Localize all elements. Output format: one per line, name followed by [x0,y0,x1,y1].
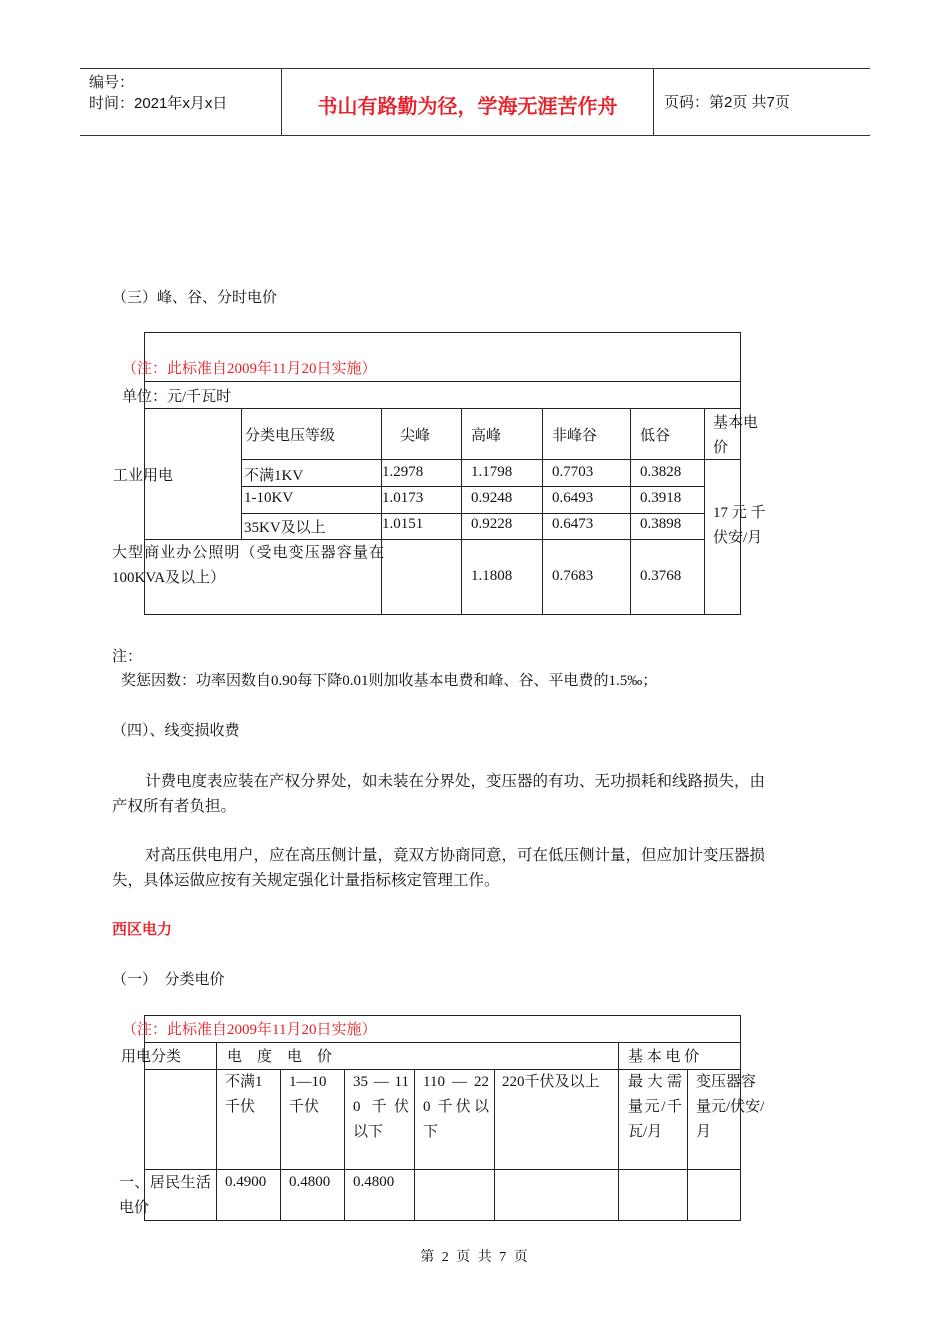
notes-label: 注： [112,649,143,665]
value-high: 1.1798 [471,464,513,480]
value-cell [414,1169,495,1221]
value-cell [494,1169,619,1221]
value-high: 1.1808 [471,568,513,584]
sub-col-3: 35 — 110 千伏以下 [353,1074,409,1140]
value-valley: 0.3768 [640,568,682,584]
sub-col-1: 不满1千伏 [225,1074,263,1115]
category-header: 分类电压等级 [245,428,336,444]
value-peak: 1.0151 [382,516,424,532]
value-3: 0.4800 [353,1174,395,1190]
col-basic: 基 本 电 价 [628,1049,700,1065]
sub-col-6: 最大需量元/千瓦/月 [628,1074,682,1140]
col-high: 高峰 [471,428,502,444]
doc-time: 时间：2021年x月x日 [89,95,228,112]
table-unit-row [144,381,741,409]
value-flat: 0.7703 [552,464,594,480]
west-note: （注：此标准自2009年11月20日实施） [122,1022,377,1038]
sub-col-7: 变压器容量元/伏安/月 [696,1074,765,1140]
value-peak: 1.2978 [382,464,424,480]
value-peak: 1.0173 [382,490,424,506]
basic-price: 17 元 千伏安/月 [713,505,766,546]
value-valley: 0.3898 [640,516,682,532]
section4-paragraph-1: 计费电度表应装在产权分界处，如未装在分界处，变压器的有功、无功损耗和线路损失，由产权所有者负担。 [112,773,766,815]
col-basic: 基本电价 [713,415,759,456]
value-flat: 0.6473 [552,516,594,532]
value-cell [687,1169,741,1221]
value-flat: 0.6493 [552,490,594,506]
header-meta [80,69,282,135]
col-energy: 电 度 电 价 [227,1049,333,1065]
value-flat: 0.7683 [552,568,594,584]
doc-number: 编号： [89,74,135,91]
page-footer: 第 2 页 共 7 页 [420,1250,530,1265]
level-label: 不满1KV [244,468,304,484]
col-valley: 低谷 [640,428,671,444]
header-motto: 书山有路勤为径，学海无涯苦作舟 [282,69,654,135]
industrial-label: 工业用电 [113,468,174,484]
value-valley: 0.3828 [640,464,682,480]
page-header [80,68,870,136]
value-valley: 0.3918 [640,490,682,506]
table-unit: 单位：元/千瓦时 [122,389,232,405]
col-peak: 尖峰 [400,428,431,444]
col-category: 用电分类 [121,1049,182,1065]
value-2: 0.4800 [289,1174,331,1190]
west-subheading: （一） 分类电价 [112,972,225,988]
value-high: 0.9248 [471,490,513,506]
west-title: 西区电力 [112,920,173,938]
sub-col-4: 110 — 220 千伏以下 [423,1074,489,1140]
section4-heading: （四）、线变损收费 [112,723,240,739]
table-note: （注：此标准自2009年11月20日实施） [122,361,377,377]
header-page-number: 页码：第2页 共7页 [664,94,790,111]
value-cell [618,1169,688,1221]
value-1: 0.4900 [225,1174,267,1190]
value-high: 0.9228 [471,516,513,532]
section3-heading: （三）峰、谷、分时电价 [112,290,278,306]
section4-paragraph-2: 对高压供电用户，应在高压侧计量，竟双方协商同意，可在低压侧计量，但应加计变压器损失，具体运做应按有关规定强化计量指标核定管理工作。 [112,847,766,889]
subheader-cell [144,1069,217,1170]
commercial-label: 大型商业办公照明（受电变压器容量在100KVA及以上） [112,545,384,586]
sub-col-2: 1—10千伏 [289,1074,327,1115]
sub-col-5: 220千伏及以上 [502,1074,600,1090]
col-flat: 非峰谷 [552,428,598,444]
level-label: 35KV及以上 [244,520,326,536]
reward-note: 奖惩因数：功率因数自0.90每下降0.01则加收基本电费和峰、谷、平电费的1.5‰； [121,673,658,689]
row-label: 一、居民生活电价 [119,1175,211,1216]
level-label: 1-10KV [244,490,294,506]
value-cell [381,539,462,615]
